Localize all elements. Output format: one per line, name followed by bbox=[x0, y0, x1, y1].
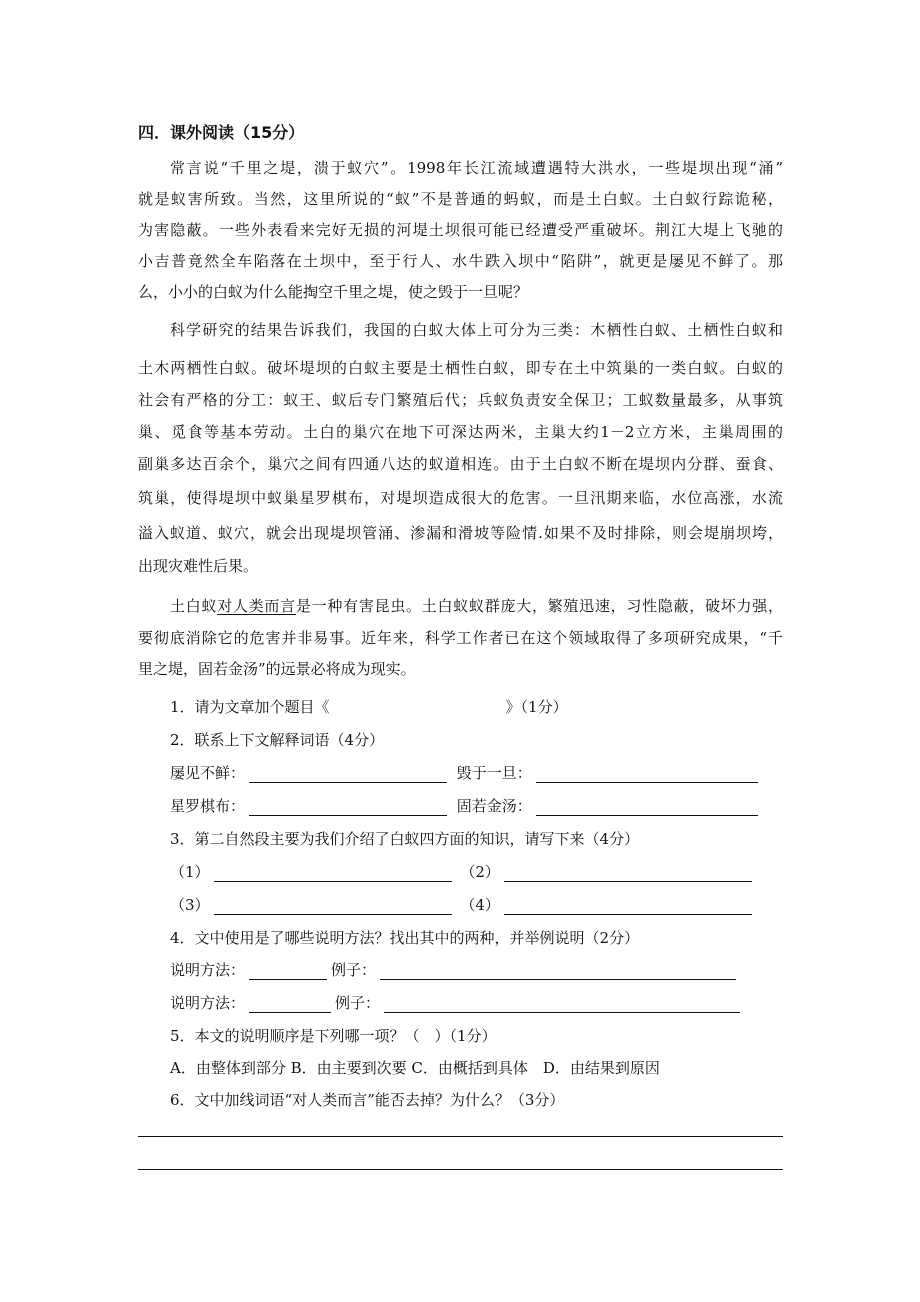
paragraph-2-line: 筑巢，使得堤坝中蚁巢星罗棋布，对堤坝造成很大的危害。一旦汛期来临，水位高涨，水流 bbox=[138, 489, 783, 507]
q4-row-2 bbox=[170, 993, 744, 1013]
q3-row-2 bbox=[170, 895, 756, 915]
example-label: 例子： bbox=[335, 994, 381, 1012]
answer-line[interactable] bbox=[138, 1169, 783, 1170]
example-label: 例子： bbox=[331, 961, 377, 979]
paragraph-2-line: 土木两栖性白蚁。破坏堤坝的白蚁主要是土栖性白蚁，即专在土中筑巢的一类白蚁。白蚁的 bbox=[138, 359, 783, 377]
paragraph-3-line: 里之堤，固若金汤”的远景必将成为现实。 bbox=[138, 660, 416, 678]
paragraph-2-line: 出现灾难性后果。 bbox=[138, 557, 259, 575]
question-4: 4．文中使用是了哪些说明方法？找出其中的两种，并举例说明（2分） bbox=[170, 929, 640, 947]
underlined-phrase: 对人类而言 bbox=[217, 597, 296, 615]
term-answer-blank[interactable] bbox=[249, 766, 447, 783]
answer-blank[interactable] bbox=[504, 865, 752, 882]
paragraph-2-line: 副巢多达百余个，巢穴之间有四通八达的蚁道相连。由于土白蚁不断在堤坝内分群、蚕食、 bbox=[138, 455, 783, 473]
question-2: 2．联系上下文解释词语（4分） bbox=[170, 731, 385, 749]
answer-blank[interactable] bbox=[504, 898, 752, 915]
term-label: 毁于一旦： bbox=[456, 764, 532, 782]
method-label: 说明方法： bbox=[170, 994, 246, 1012]
question-5-options: A．由整体到部分 B．由主要到次要 C．由概括到具体 D．由结果到原因 bbox=[170, 1059, 660, 1077]
paragraph-1-line: 小吉普竟然全车陷落在土坝中，至于行人、水牛跌入坝中“陷阱”，就更是屡见不鲜了。那 bbox=[138, 252, 783, 270]
answer-blank[interactable] bbox=[214, 865, 452, 882]
method-label: 说明方法： bbox=[170, 961, 246, 979]
section-title: 四．课外阅读（15分） bbox=[138, 123, 305, 142]
paragraph-1-line: 常言说“千里之堤，溃于蚁穴”。1998年长江流域遭遇特大洪水，一些堤坝出现“涌” bbox=[170, 159, 783, 177]
item-number: （4） bbox=[460, 896, 500, 914]
paragraph-3-line: 要彻底消除它的危害并非易事。近年来，科学工作者已在这个领域取得了多项研究成果，“千 bbox=[138, 629, 783, 647]
term-label: 星罗棋布： bbox=[170, 797, 246, 815]
example-blank[interactable] bbox=[380, 963, 736, 980]
question-1 bbox=[170, 697, 568, 717]
q3-row-1 bbox=[170, 862, 756, 882]
question-5: 5．本文的说明顺序是下列哪一项？（ ）（1分） bbox=[170, 1027, 497, 1045]
paragraph-3-text: 是一种有害昆虫。土白蚁蚁群庞大，繁殖迅速，习性隐蔽，破坏力强， bbox=[295, 597, 783, 615]
paragraph-3-text: 土白蚁 bbox=[170, 597, 218, 615]
paragraph-1-line: 么，小小的白蚁为什么能掏空千里之堤，使之毁于一旦呢？ bbox=[138, 283, 529, 301]
term-label: 固若金汤： bbox=[456, 797, 532, 815]
item-number: （2） bbox=[460, 863, 500, 881]
paragraph-2-line: 巢、觅食等基本劳动。土白的巢穴在地下可深达两米，主巢大约1－2立方米，主巢周围的 bbox=[138, 423, 783, 441]
method-blank[interactable] bbox=[249, 963, 327, 980]
term-answer-blank[interactable] bbox=[536, 799, 758, 816]
paragraph-1-line: 就是蚁害所致。当然，这里所说的“蚁”不是普通的蚂蚁，而是土白蚁。土白蚁行踪诡秘， bbox=[138, 190, 783, 208]
example-blank[interactable] bbox=[384, 996, 740, 1013]
q2-row-1 bbox=[170, 763, 762, 783]
answer-line[interactable] bbox=[138, 1136, 783, 1137]
paragraph-3-line bbox=[170, 596, 783, 616]
paragraph-1-line: 为害隐蔽。一些外表看来完好无损的河堤土坝很可能已经遭受严重破坏。荆江大堤上飞驰的 bbox=[138, 221, 783, 239]
term-label: 屡见不鲜： bbox=[170, 764, 246, 782]
term-answer-blank[interactable] bbox=[249, 799, 447, 816]
question-6: 6．文中加线词语“对人类而言”能否去掉？为什么？（3分） bbox=[170, 1091, 565, 1109]
term-answer-blank[interactable] bbox=[536, 766, 758, 783]
q4-row-1 bbox=[170, 960, 740, 980]
question-1-score: 》（1分） bbox=[505, 698, 568, 716]
question-1-text: 1．请为文章加个题目《 bbox=[170, 698, 330, 716]
item-number: （1） bbox=[170, 863, 210, 881]
paragraph-2-line: 科学研究的结果告诉我们，我国的白蚁大体上可分为三类：木栖性白蚁、土栖性白蚁和 bbox=[170, 321, 783, 339]
answer-blank[interactable] bbox=[214, 898, 452, 915]
q2-row-2 bbox=[170, 796, 762, 816]
item-number: （3） bbox=[170, 896, 210, 914]
paragraph-2-line: 社会有严格的分工：蚁王、蚁后专门繁殖后代；兵蚁负责安全保卫；工蚁数量最多，从事筑 bbox=[138, 391, 783, 409]
paragraph-2-line: 溢入蚁道、蚁穴，就会出现堤坝管涌、渗漏和滑坡等险情.如果不及时排除，则会堤崩坝垮， bbox=[138, 524, 783, 542]
question-3: 3．第二自然段主要为我们介绍了白蚁四方面的知识，请写下来（4分） bbox=[170, 830, 640, 848]
method-blank[interactable] bbox=[249, 996, 331, 1013]
